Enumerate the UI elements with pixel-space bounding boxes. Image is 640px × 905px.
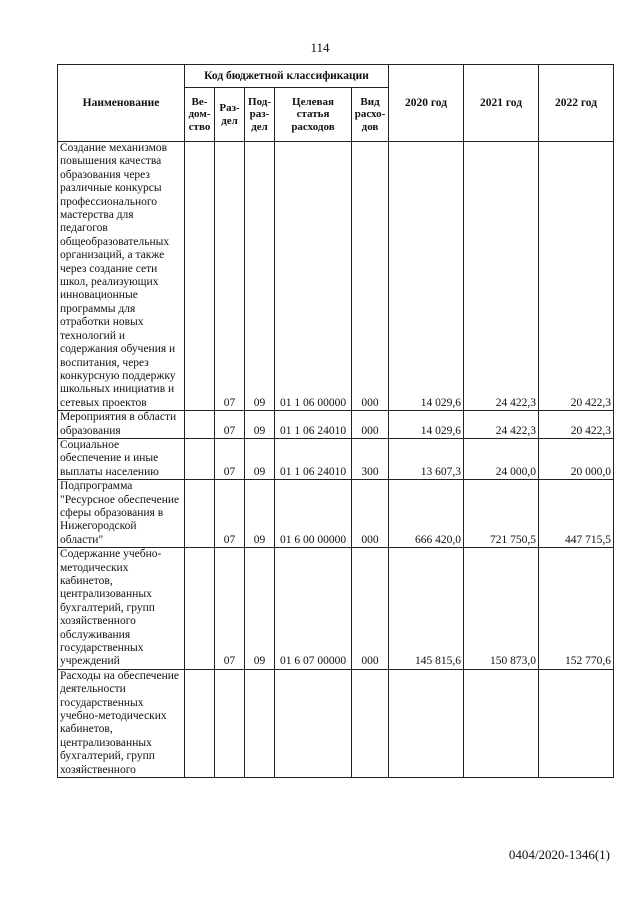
row-name: Расходы на обеспечение деятельности государственных учебно-методических кабинетов, централизованных бухгалтерий, групп хозяйственного [58, 669, 185, 777]
row-2022 [539, 669, 614, 777]
row-vid: 000 [352, 411, 389, 439]
row-podrazdel: 09 [245, 142, 275, 411]
row-2020: 13 607,3 [389, 438, 464, 479]
row-vedomstvo [185, 142, 215, 411]
row-2020: 14 029,6 [389, 142, 464, 411]
row-2022: 20 422,3 [539, 411, 614, 439]
row-vid: 000 [352, 548, 389, 670]
table-row [58, 438, 614, 479]
row-2020: 14 029,6 [389, 411, 464, 439]
row-podrazdel [245, 669, 275, 777]
row-vedomstvo [185, 669, 215, 777]
row-name: Социальное обеспечение и иные выплаты населению [58, 438, 185, 479]
document-code: 0404/2020-1346(1) [508, 847, 610, 862]
row-vedomstvo [185, 480, 215, 548]
table-row [58, 548, 614, 670]
row-vid: 000 [352, 480, 389, 548]
row-2022: 20 000,0 [539, 438, 614, 479]
header-podrazdel: Под- раз- дел [245, 88, 275, 142]
row-celevaya: 01 1 06 24010 [275, 411, 352, 439]
header-2022: 2022 год [539, 65, 614, 142]
header-2020: 2020 год [389, 65, 464, 142]
row-2021: 721 750,5 [464, 480, 539, 548]
row-celevaya: 01 6 00 00000 [275, 480, 352, 548]
row-celevaya: 01 6 07 00000 [275, 548, 352, 670]
header-2021: 2021 год [464, 65, 539, 142]
row-2020: 666 420,0 [389, 480, 464, 548]
row-name: Создание механизмов повышения качества образования через различные конкурсы профессионального мастерства для педагогов общеобразовательных организаций, а также через создание сети школ, реализующих инновационные программы для отработки новых технологий и содержания обучения и воспитания, через конкурсную поддержку школьных инициатив и сетевых проектов [58, 142, 185, 411]
row-podrazdel: 09 [245, 438, 275, 479]
row-razdel: 07 [215, 142, 245, 411]
row-vid [352, 669, 389, 777]
row-razdel: 07 [215, 411, 245, 439]
row-celevaya: 01 1 06 00000 [275, 142, 352, 411]
row-name: Содержание учебно-методических кабинетов, централизованных бухгалтерий, групп хозяйственного обслуживания государственных учреждений [58, 548, 185, 670]
row-podrazdel: 09 [245, 411, 275, 439]
page-number: 114 [310, 40, 330, 55]
table-row [58, 480, 614, 548]
row-razdel: 07 [215, 548, 245, 670]
row-razdel [215, 669, 245, 777]
row-vid: 000 [352, 142, 389, 411]
row-celevaya: 01 1 06 24010 [275, 438, 352, 479]
row-vedomstvo [185, 548, 215, 670]
table-row [58, 669, 614, 777]
row-razdel: 07 [215, 438, 245, 479]
row-2022: 447 715,5 [539, 480, 614, 548]
row-2020: 145 815,6 [389, 548, 464, 670]
header-razdel: Раз- дел [215, 88, 245, 142]
header-celevaya: Целевая статья расходов [275, 88, 352, 142]
header-name: Наименование [58, 65, 185, 142]
row-vid: 300 [352, 438, 389, 479]
row-podrazdel: 09 [245, 480, 275, 548]
header-vedomstvo: Ве- дом- ство [185, 88, 215, 142]
row-2022: 152 770,6 [539, 548, 614, 670]
table-row [58, 142, 614, 411]
table-row [58, 411, 614, 439]
row-celevaya [275, 669, 352, 777]
row-name: Мероприятия в области образования [58, 411, 185, 439]
budget-table [57, 64, 614, 778]
row-2021: 24 422,3 [464, 411, 539, 439]
row-podrazdel: 09 [245, 548, 275, 670]
row-name: Подпрограмма "Ресурсное обеспечение сферы образования в Нижегородской области" [58, 480, 185, 548]
header-kbk: Код бюджетной классификации [185, 65, 389, 88]
header-vid: Вид расхо- дов [352, 88, 389, 142]
row-2021 [464, 669, 539, 777]
row-vedomstvo [185, 438, 215, 479]
row-2021: 24 000,0 [464, 438, 539, 479]
row-2022: 20 422,3 [539, 142, 614, 411]
row-2021: 150 873,0 [464, 548, 539, 670]
row-razdel: 07 [215, 480, 245, 548]
row-vedomstvo [185, 411, 215, 439]
row-2021: 24 422,3 [464, 142, 539, 411]
row-2020 [389, 669, 464, 777]
